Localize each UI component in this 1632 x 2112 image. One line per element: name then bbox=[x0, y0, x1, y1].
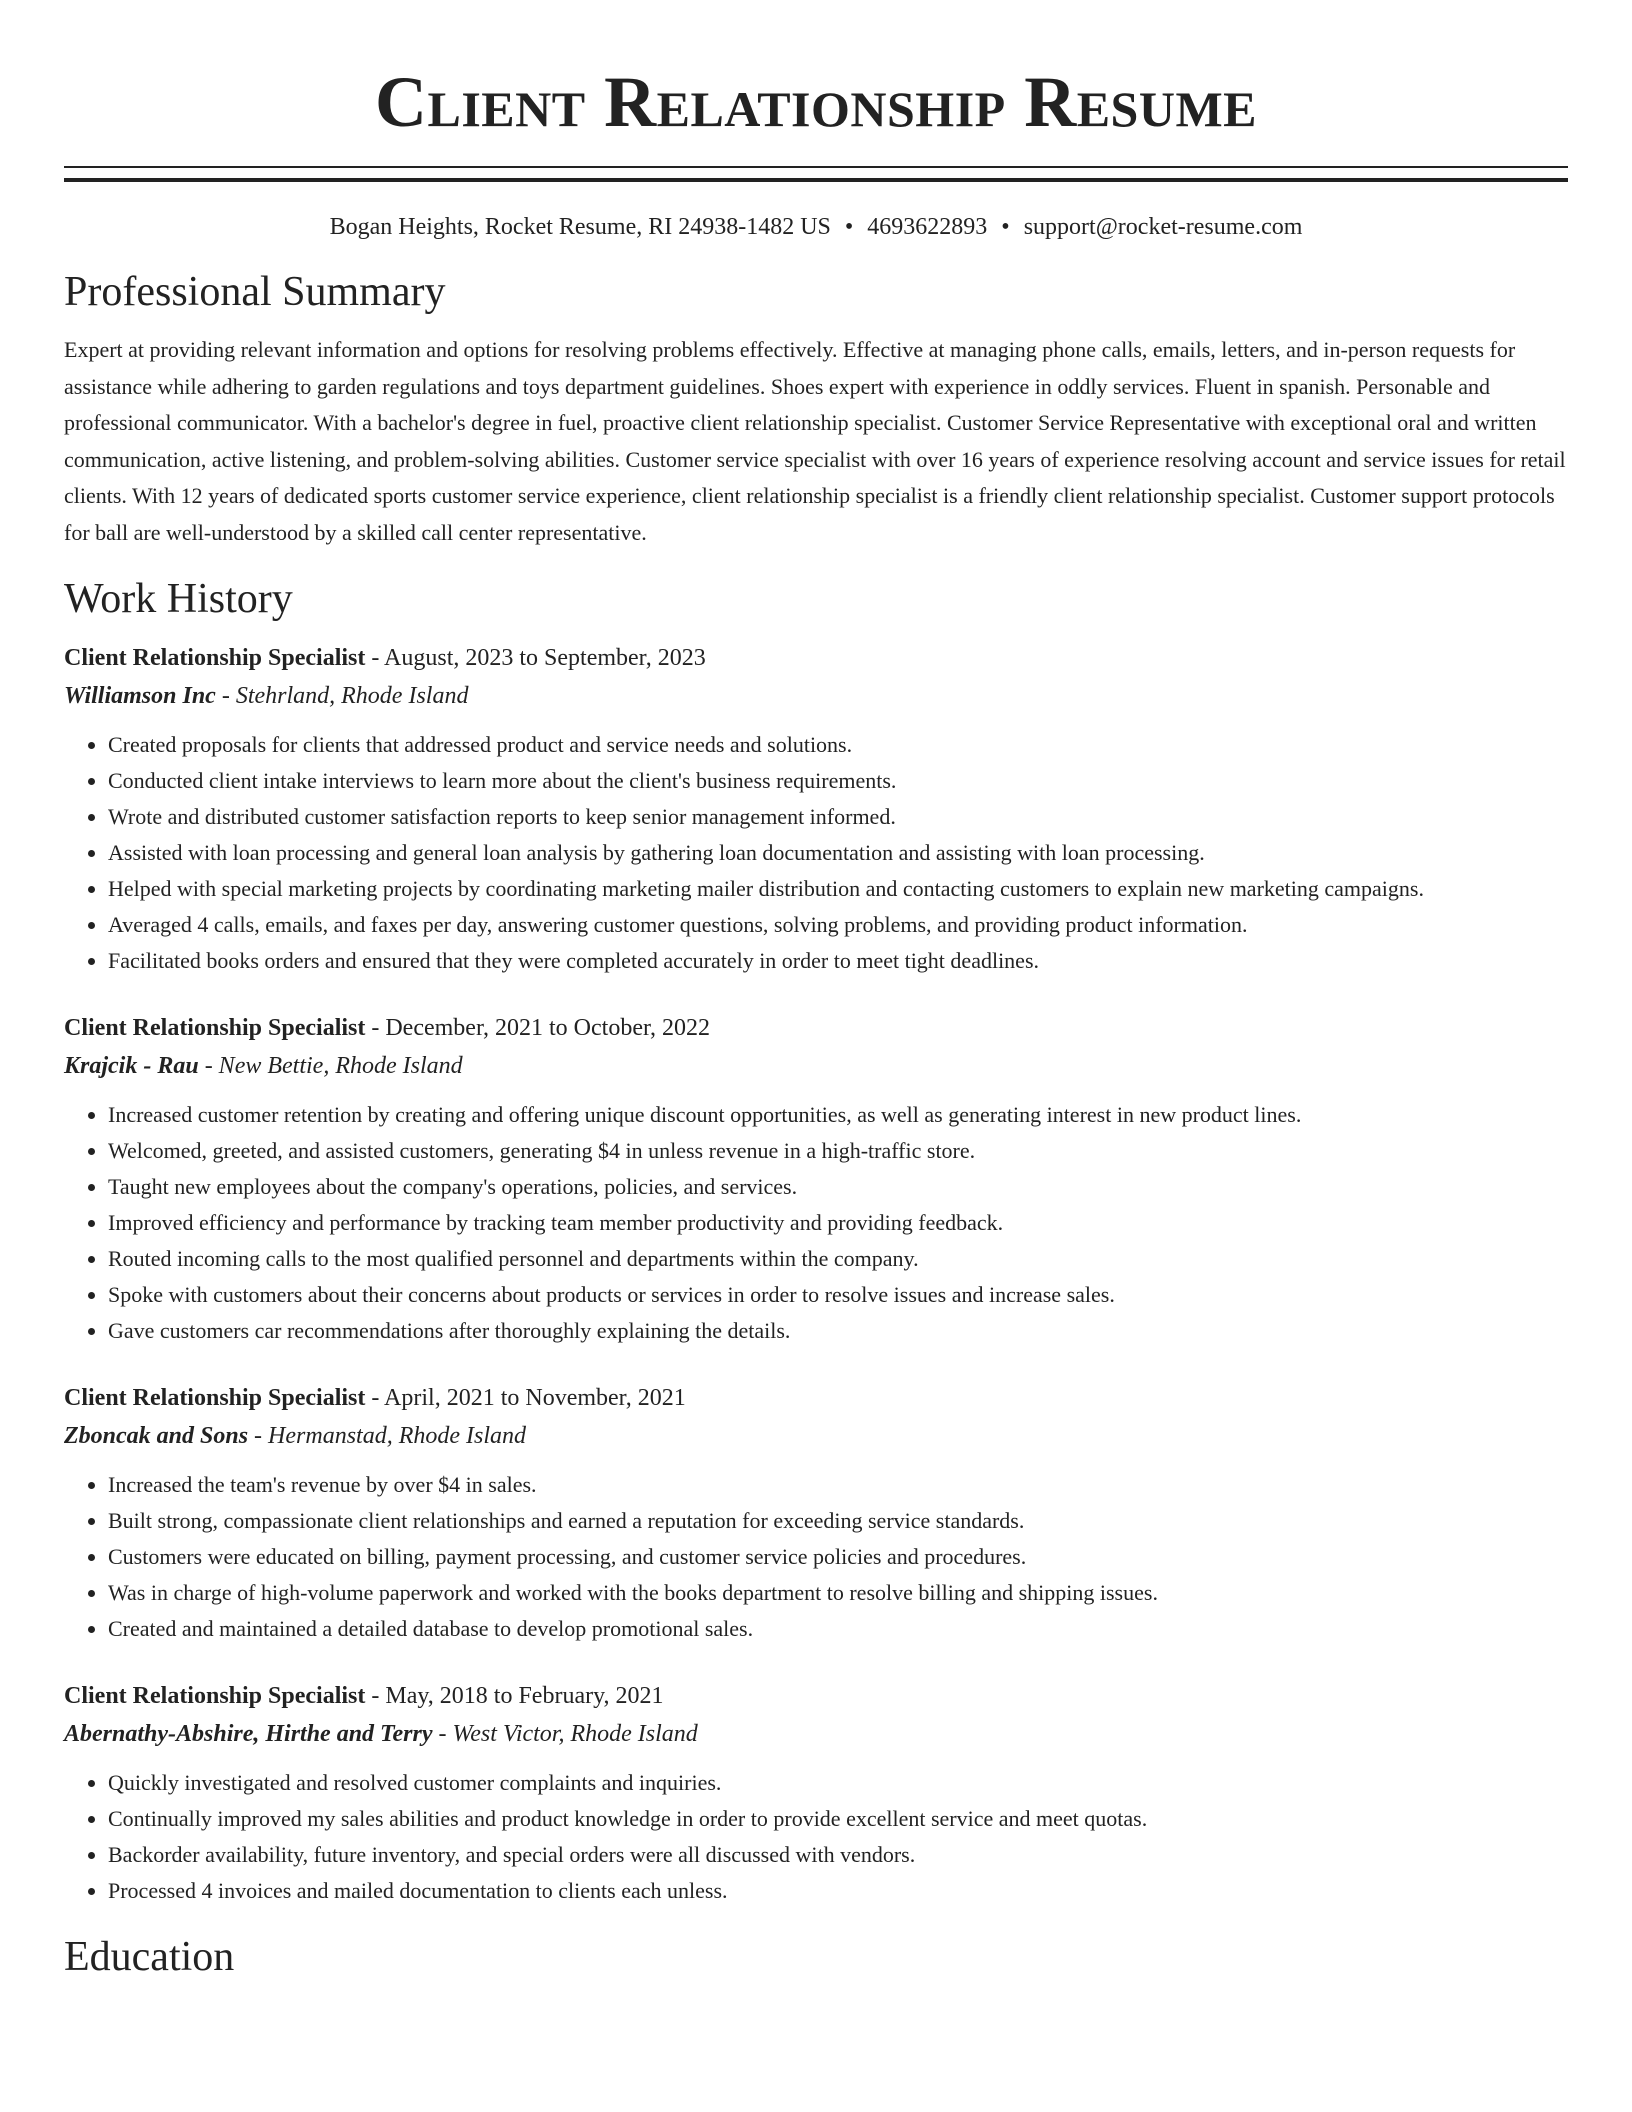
job-bullet: • Improved efficiency and performance by tracking team member productivity and providing feedback. bbox=[108, 1205, 1568, 1241]
job-bullet: • Customers were educated on billing, payment processing, and customer service policies and procedures. bbox=[108, 1539, 1568, 1575]
work-history-heading: Work History bbox=[64, 576, 293, 622]
summary-text: Expert at providing relevant information and options for resolving problems effectively. Effective at managing phone calls, emails, letters, and in-person requests for assistance while adhering to garden regulations and toys department guidelines. Shoes expert with experience in oddly services. Fluent in spanish. Personable and professional communicator. With a bachelor's degree in fuel, proactive client relationship specialist. Customer Service Representative with exceptional oral and written communication, active listening, and problem-solving abilities. Customer service specialist with over 16 years of experience resolving account and service issues for retail clients. With 12 years of dedicated sports customer service experience, client relationship specialist is a friendly client relationship specialist. Customer support protocols for ball are well-understood by a skilled call center representative. bbox=[64, 337, 1566, 545]
summary-heading: Professional Summary bbox=[64, 269, 446, 315]
job-bullet: • Created proposals for clients that addressed product and service needs and solutions. bbox=[108, 727, 1568, 763]
job-dates: - April, 2021 to November, 2021 bbox=[365, 1385, 686, 1411]
job-bullet: • Taught new employees about the company's operations, policies, and services. bbox=[108, 1169, 1568, 1205]
education-heading: Education bbox=[64, 1934, 235, 1980]
job-bullet: • Quickly investigated and resolved customer complaints and inquiries. bbox=[108, 1765, 1568, 1801]
job-company-line bbox=[64, 1047, 1568, 1085]
job-bullet-list bbox=[64, 1097, 1568, 1349]
contact-email: support@rocket-resume.com bbox=[1023, 214, 1303, 240]
contact-address: Bogan Heights, Rocket Resume, RI 24938-1482 US bbox=[329, 214, 831, 240]
contact-line bbox=[64, 210, 1568, 244]
job-bullet-list bbox=[64, 1765, 1568, 1909]
contact-separator: • bbox=[1001, 214, 1010, 240]
job-bullet: • Assisted with loan processing and general loan analysis by gathering loan documentation and assisting with loan processing. bbox=[108, 835, 1568, 871]
company-location: - West Victor, Rhode Island bbox=[432, 1721, 698, 1747]
job-bullet: • Continually improved my sales abilities and product knowledge in order to provide excellent service and meet quotas. bbox=[108, 1801, 1568, 1837]
company-location: - Hermanstad, Rhode Island bbox=[248, 1423, 527, 1449]
job-bullet: • Welcomed, greeted, and assisted customers, generating $4 in unless revenue in a high-traffic store. bbox=[108, 1133, 1568, 1169]
title-divider bbox=[64, 166, 1568, 182]
job-bullet: • Conducted client intake interviews to learn more about the client's business requirements. bbox=[108, 763, 1568, 799]
job-company-line bbox=[64, 1715, 1568, 1753]
job-title: Client Relationship Specialist bbox=[64, 645, 366, 671]
job-bullet: • Averaged 4 calls, emails, and faxes per day, answering customer questions, solving problems, and providing product information. bbox=[108, 907, 1568, 943]
job-entry bbox=[64, 1677, 1568, 1909]
job-bullet-list bbox=[64, 1467, 1568, 1647]
job-bullet: • Spoke with customers about their concerns about products or services in order to resolve issues and increase sales. bbox=[108, 1277, 1568, 1313]
job-header bbox=[64, 1009, 1568, 1047]
job-dates: - December, 2021 to October, 2022 bbox=[365, 1015, 710, 1041]
job-company-line bbox=[64, 677, 1568, 715]
company-name: Zboncak and Sons bbox=[64, 1423, 249, 1449]
job-entry bbox=[64, 1379, 1568, 1647]
job-bullet: • Facilitated books orders and ensured that they were completed accurately in order to meet tight deadlines. bbox=[108, 943, 1568, 979]
company-name: Abernathy-Abshire, Hirthe and Terry bbox=[64, 1721, 433, 1747]
job-bullet: • Routed incoming calls to the most qualified personnel and departments within the company. bbox=[108, 1241, 1568, 1277]
job-header bbox=[64, 1379, 1568, 1417]
job-header bbox=[64, 639, 1568, 677]
job-bullet: • Was in charge of high-volume paperwork and worked with the books department to resolve billing and shipping issues. bbox=[108, 1575, 1568, 1611]
job-header bbox=[64, 1677, 1568, 1715]
resume-title: Client Relationship Resume bbox=[374, 62, 1257, 142]
job-title: Client Relationship Specialist bbox=[64, 1015, 366, 1041]
job-dates: - May, 2018 to February, 2021 bbox=[365, 1683, 664, 1709]
job-bullet-list bbox=[64, 727, 1568, 979]
work-history-list bbox=[64, 639, 1568, 1909]
contact-separator: • bbox=[844, 214, 854, 240]
job-company-line bbox=[64, 1417, 1568, 1455]
contact-phone: 4693622893 bbox=[867, 214, 988, 240]
job-bullet: • Built strong, compassionate client relationships and earned a reputation for exceeding service standards. bbox=[108, 1503, 1568, 1539]
job-bullet: • Helped with special marketing projects by coordinating marketing mailer distribution and contacting customers to explain new marketing campaigns. bbox=[108, 871, 1568, 907]
job-bullet: • Backorder availability, future inventory, and special orders were all discussed with vendors. bbox=[108, 1837, 1568, 1873]
resume-page bbox=[64, 0, 1568, 1983]
job-bullet: • Wrote and distributed customer satisfaction reports to keep senior management informed. bbox=[108, 799, 1568, 835]
company-location: - New Bettie, Rhode Island bbox=[198, 1053, 463, 1079]
job-bullet: • Processed 4 invoices and mailed documentation to clients each unless. bbox=[108, 1873, 1568, 1909]
job-bullet: • Created and maintained a detailed database to develop promotional sales. bbox=[108, 1611, 1568, 1647]
job-bullet: • Increased customer retention by creating and offering unique discount opportunities, as well as generating interest in new product lines. bbox=[108, 1097, 1568, 1133]
company-location: - Stehrland, Rhode Island bbox=[215, 683, 469, 709]
company-name: Krajcik - Rau bbox=[64, 1053, 199, 1079]
job-bullet: • Gave customers car recommendations after thoroughly explaining the details. bbox=[108, 1313, 1568, 1349]
job-entry bbox=[64, 1009, 1568, 1349]
job-entry bbox=[64, 639, 1568, 979]
company-name: Williamson Inc bbox=[64, 683, 216, 709]
job-title: Client Relationship Specialist bbox=[64, 1683, 366, 1709]
job-dates: - August, 2023 to September, 2023 bbox=[365, 645, 706, 671]
job-bullet: • Increased the team's revenue by over $4 in sales. bbox=[108, 1467, 1568, 1503]
job-title: Client Relationship Specialist bbox=[64, 1385, 366, 1411]
